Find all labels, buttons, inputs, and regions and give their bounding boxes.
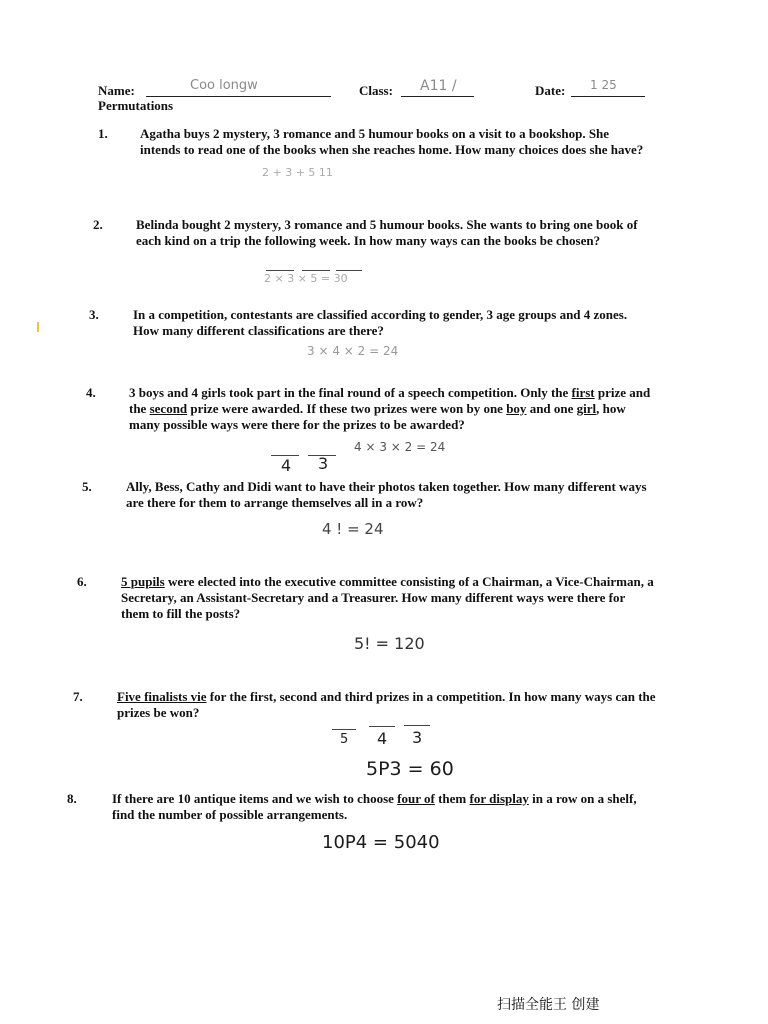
question-6-number: 6. [77, 574, 87, 589]
question-4-digit-1: 4 [281, 456, 292, 475]
question-5-answer: 4 ! = 24 [322, 520, 384, 538]
question-2-blank-2 [302, 270, 330, 271]
question-4-number: 4. [86, 385, 96, 400]
scanner-watermark: 扫描全能王 创建 [497, 997, 600, 1013]
underlined-word: 5 pupils [121, 574, 165, 589]
name-label: Name: [98, 83, 135, 98]
question-7-number: 7. [73, 689, 83, 704]
question-7-blank-2 [369, 726, 395, 727]
question-4-text: 3 boys and 4 girls took part in the final round of a speech competition. Only the first prize and the second prize were awarded. If these two prizes were won by one boy and one girl, how many possible ways were there for the prizes to be awarded? [129, 385, 651, 432]
date-label: Date: [535, 83, 566, 98]
question-2-text: Belinda bought 2 mystery, 3 romance and 5 humour books. She wants to bring one book of each kind on a trip the following week. In how many ways can the books be chosen? [136, 217, 638, 248]
class-label: Class: [359, 83, 393, 98]
class-handwriting: A11 / [420, 78, 457, 94]
question-2-answer: 2 × 3 × 5 = 30 [264, 272, 348, 285]
question-7-digit-2: 4 [377, 729, 388, 748]
question-1-answer: 2 + 3 + 5 11 [262, 166, 333, 179]
underlined-word: girl [576, 401, 597, 416]
question-1-text: Agatha buys 2 mystery, 3 romance and 5 humour books on a visit to a bookshop. She intends to read one of the books when she reaches home. How many choices does she have? [140, 126, 644, 157]
question-1-number: 1. [98, 126, 108, 141]
name-handwriting: Coo longw [190, 78, 258, 93]
question-7-blank-3 [404, 725, 430, 726]
question-4-digit-2: 3 [318, 454, 329, 473]
worksheet-subtitle: Permutations [98, 98, 174, 113]
question-6-answer: 5! = 120 [354, 634, 425, 653]
underlined-word: Five finalists vie [117, 689, 207, 704]
margin-mark [37, 322, 39, 332]
question-3-answer: 3 × 4 × 2 = 24 [307, 344, 399, 358]
name-underline [146, 96, 331, 97]
underlined-word: first [571, 385, 595, 400]
underlined-word: for display [469, 791, 529, 806]
question-2-blank-1 [266, 270, 294, 271]
date-underline [571, 96, 645, 97]
question-7-blank-1 [332, 729, 356, 730]
question-3-number: 3. [89, 307, 99, 322]
question-8-number: 8. [67, 791, 77, 806]
question-5-number: 5. [82, 479, 92, 494]
underlined-word: four of [397, 791, 435, 806]
question-4-answer: 4 × 3 × 2 = 24 [354, 440, 446, 454]
underlined-word: boy [506, 401, 527, 416]
question-3-text: In a competition, contestants are classified according to gender, 3 age groups and 4 zones. How many different classifications are there? [133, 307, 628, 338]
question-5-text: Ally, Bess, Cathy and Didi want to have their photos taken together. How many different ways are there for them to arrange themselves all in a row? [126, 479, 647, 510]
question-2-blank-3 [336, 270, 362, 271]
question-7-digit-1: 5 [340, 732, 349, 747]
class-underline [401, 96, 474, 97]
question-8-text: If there are 10 antique items and we wish to choose four of them for display in a row on a shelf, find the number of possible arrangements. [112, 791, 637, 822]
question-2-number: 2. [93, 217, 103, 232]
question-7-answer: 5P3 = 60 [366, 758, 454, 780]
question-7-text: Five finalists vie for the first, second and third prizes in a competition. In how many ways can the prizes be won? [117, 689, 656, 720]
underlined-word: second [149, 401, 188, 416]
question-8-answer: 10P4 = 5040 [322, 832, 440, 853]
question-6-text: 5 pupils were elected into the executive committee consisting of a Chairman, a Vice-Chairman, a Secretary, an Assistant-Secretary and a Treasurer. How many different ways were there for them to fill the posts? [121, 574, 654, 621]
question-7-digit-3: 3 [412, 728, 423, 747]
date-handwriting: 1 25 [590, 78, 617, 92]
